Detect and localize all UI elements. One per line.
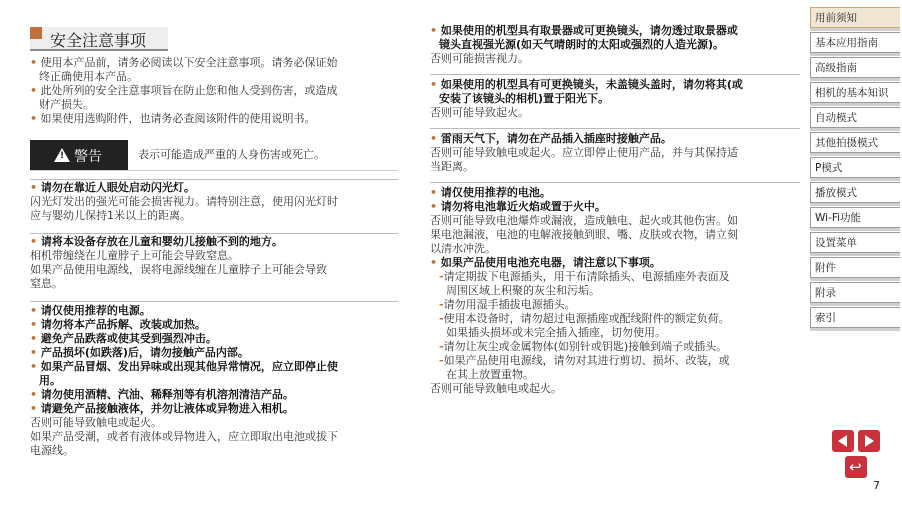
- charger-item: 如果产品使用电源线，请勿对其进行剪切、损坏、改装，或: [443, 354, 730, 367]
- intro-line: 使用本产品前，请务必阅读以下安全注意事项。请务必保证始: [40, 56, 338, 69]
- intro-line: 如果使用选购附件，也请务必查阅该附件的使用说明书。: [40, 112, 316, 125]
- chevron-right-icon: [865, 435, 874, 447]
- battery-block: • 请仅使用推荐的电池。 • 请勿将电池靠近火焰或置于火中。 否则可能导致电池爆炸或漏液，造成触电、起火或其他伤害。如 果电池漏液，电池的电解液接触到眼、嘴、皮肤或衣物，请立刻 以清水冲洗。 • 如果产品使用电池充电器，请注意以下事项。 -请定期拔下电源插头，用干布清除插头、电源插座外表面及 周围区域上积聚的灰尘和污垢。 -请勿用湿手插拔电源插头。 -使用本设备时，请勿超过电源插座或配线附件的额定负荷。 如果插头损坏或未完全插入插座，切勿使用。 -请勿让灰尘或金属物体(如别针或钥匙)接触到端子或插头。 -如果产品使用电源线，请勿对其进行剪切、损坏、改装，或 在其上放置重物。 否则可能导致触电或起火。: [430, 186, 800, 396]
- caution-text: 相机带缠绕在儿童脖子上可能会导致窒息。: [30, 249, 239, 262]
- caution-text: 否则可能导致触电或起火。: [430, 382, 562, 395]
- warning-tag: ! 警告: [30, 140, 128, 170]
- section-header: [30, 27, 168, 51]
- caution-heading: 避免产品跌落或使其受到强烈冲击。: [40, 332, 217, 345]
- caution-text: 否则可能导致电池爆炸或漏液，造成触电、起火或其他伤害。如: [430, 214, 738, 227]
- nav-tab-other-modes[interactable]: 其他拍摄模式: [810, 132, 900, 153]
- caution-heading: 如果使用的机型具有可更换镜头，未盖镜头盖时，请勿将其(或: [440, 78, 743, 91]
- divider: [30, 233, 398, 234]
- nav-tab-setup-menu[interactable]: 设置菜单: [810, 232, 900, 253]
- caution-text: 如果产品使用电源线，误将电源线缠在儿童脖子上可能会导致: [30, 263, 327, 276]
- caution-heading: 请避免产品接触液体，并勿让液体或异物进入相机。: [40, 402, 294, 415]
- caution-heading: 镜头直视强光源(如天气晴朗时的太阳或强烈的人造光源)。: [439, 38, 725, 51]
- power-block: • 请仅使用推荐的电源。 • 请勿将本产品拆解、改装或加热。 • 避免产品跌落或使其受到强烈冲击。 • 产品损坏(如跌落)后，请勿接触产品内部。 • 如果产品冒烟、发出异味或出现其他异常情况，应立即停止使 用。 • 请勿使用酒精、汽油、稀释剂等有机溶剂清洁产品。 • 请避免产品接触液体，并勿让液体或异物进入相机。 否则可能导致触电或起火。 如果产品受潮，或者有液体或异物进入，应立即取出电池或拔下 电源线。: [30, 304, 398, 458]
- caution-heading: 雷雨天气下，请勿在产品插入插座时接触产品。: [440, 132, 672, 145]
- warning-label: 警告: [74, 149, 102, 165]
- page-number: 7: [873, 479, 880, 492]
- caution-text: 应与婴幼儿保持1米以上的距离。: [30, 209, 191, 222]
- caution-text: 以清水冲洗。: [430, 242, 496, 255]
- nav-tab-before-use[interactable]: 用前须知: [810, 7, 900, 28]
- nav-tab-advanced-guide[interactable]: 高级指南: [810, 57, 900, 78]
- caution-text: 否则可能导致触电或起火。: [30, 416, 162, 429]
- divider: [30, 301, 398, 302]
- back-button[interactable]: [845, 456, 867, 478]
- return-icon: ↩: [849, 458, 862, 476]
- title-marker: [30, 27, 42, 39]
- caution-text: 否则可能导致触电或起火。应立即停止使用产品，并与其保持适: [430, 146, 738, 159]
- nav-tab-camera-basics[interactable]: 相机的基本知识: [810, 82, 900, 103]
- prev-page-button[interactable]: [832, 430, 854, 452]
- caution-text: 闪光灯发出的强光可能会损害视力。请特别注意，使用闪光灯时: [30, 195, 338, 208]
- caution-heading: 请将本设备存放在儿童和婴幼儿接触不到的地方。: [40, 235, 283, 248]
- intro-block: • 使用本产品前，请务必阅读以下安全注意事项。请务必保证始 终正确使用本产品。 • 此处所列的安全注意事项旨在防止您和他人受到伤害，或造成 财产损失。 • 如果使用选购附件，也请务必查阅该附件的使用说明书。: [30, 56, 398, 126]
- warning-description: 表示可能造成严重的人身伤害或死亡。: [138, 148, 325, 161]
- warning-legend: [30, 140, 398, 170]
- charger-item: 请定期拔下电源插头，用干布清除插头、电源插座外表面及: [443, 270, 730, 283]
- intro-line: 终正确使用本产品。: [39, 70, 138, 83]
- caution-heading: 用。: [39, 374, 61, 387]
- nav-tab-index[interactable]: 索引: [810, 307, 900, 328]
- nav-tab-playback[interactable]: 播放模式: [810, 182, 900, 203]
- caution-heading: 如果产品使用电池充电器，请注意以下事项。: [440, 256, 661, 269]
- thunder-block: • 雷雨天气下，请勿在产品插入插座时接触产品。 否则可能导致触电或起火。应立即停止使用产品，并与其保持适 当距离。: [430, 132, 800, 174]
- caution-heading: 请勿将本产品拆解、改装或加热。: [40, 318, 206, 331]
- caution-heading: 产品损坏(如跌落)后，请勿接触产品内部。: [40, 346, 249, 359]
- caution-text: 窒息。: [30, 277, 63, 290]
- nav-tab-appendix[interactable]: 附录: [810, 282, 900, 303]
- flash-block: • 请勿在靠近人眼处启动闪光灯。 闪光灯发出的强光可能会损害视力。请特别注意，使用闪光灯时 应与婴幼儿保持1米以上的距离。: [30, 181, 398, 223]
- nav-tab-accessories[interactable]: 附件: [810, 257, 900, 278]
- caution-heading: 请勿使用酒精、汽油、稀释剂等有机溶剂清洁产品。: [40, 388, 294, 401]
- nav-tab-wifi[interactable]: Wi-Fi功能: [810, 207, 900, 228]
- lens-block: • 如果使用的机型具有可更换镜头，未盖镜头盖时，请勿将其(或 安装了该镜头的相机)置于阳光下。 否则可能导致起火。: [430, 78, 800, 120]
- caution-text: 否则可能导致起火。: [430, 106, 529, 119]
- charger-item: 请勿用湿手插拔电源插头。: [443, 298, 576, 311]
- next-page-button[interactable]: [858, 430, 880, 452]
- caution-heading: 安装了该镜头的相机)置于阳光下。: [439, 92, 610, 105]
- nav-tab-p-mode[interactable]: P模式: [810, 157, 900, 178]
- page-title: 安全注意事项: [50, 31, 147, 50]
- divider: [430, 182, 800, 183]
- charger-item: 在其上放置重物。: [446, 368, 534, 381]
- charger-item: 如果插头损坏或未完全插入插座，切勿使用。: [446, 326, 666, 339]
- caution-heading: 请勿在靠近人眼处启动闪光灯。: [40, 181, 195, 194]
- child-block: • 请将本设备存放在儿童和婴幼儿接触不到的地方。 相机带缠绕在儿童脖子上可能会导致窒息。 如果产品使用电源线，误将电源线缠在儿童脖子上可能会导致 窒息。: [30, 235, 398, 291]
- divider: [430, 74, 800, 75]
- intro-line: 此处所列的安全注意事项旨在防止您和他人受到伤害，或造成: [40, 84, 338, 97]
- caution-text: 果电池漏液，电池的电解液接触到眼、嘴、皮肤或衣物，请立刻: [430, 228, 738, 241]
- caution-heading: 如果产品冒烟、发出异味或出现其他异常情况，应立即停止使: [40, 360, 338, 373]
- caution-text: 否则可能损害视力。: [430, 52, 529, 65]
- charger-item: 周围区域上积聚的灰尘和污垢。: [446, 284, 600, 297]
- caution-text: 电源线。: [30, 444, 74, 457]
- charger-item: 使用本设备时，请勿超过电源插座或配线附件的额定负荷。: [443, 312, 730, 325]
- caution-heading: 如果使用的机型具有取景器或可更换镜头，请勿透过取景器或: [440, 24, 738, 37]
- divider: [30, 170, 398, 171]
- nav-tab-basic-guide[interactable]: 基本应用指南: [810, 32, 900, 53]
- nav-tab-auto-mode[interactable]: 自动模式: [810, 107, 900, 128]
- divider: [30, 179, 398, 180]
- divider: [430, 128, 800, 129]
- charger-item: 请勿让灰尘或金属物体(如别针或钥匙)接触到端子或插头。: [443, 340, 728, 353]
- chevron-left-icon: [838, 435, 847, 447]
- caution-heading: 请勿将电池靠近火焰或置于火中。: [440, 200, 606, 213]
- caution-heading: 请仅使用推荐的电源。: [40, 304, 151, 317]
- caution-text: 当距离。: [430, 160, 474, 173]
- intro-line: 财产损失。: [39, 98, 94, 111]
- viewfinder-block: • 如果使用的机型具有取景器或可更换镜头，请勿透过取景器或 镜头直视强光源(如天气晴朗时的太阳或强烈的人造光源)。 否则可能损害视力。: [430, 24, 800, 66]
- caution-text: 如果产品受潮，或者有液体或异物进入，应立即取出电池或拔下: [30, 430, 338, 443]
- caution-heading: 请仅使用推荐的电池。: [440, 186, 551, 199]
